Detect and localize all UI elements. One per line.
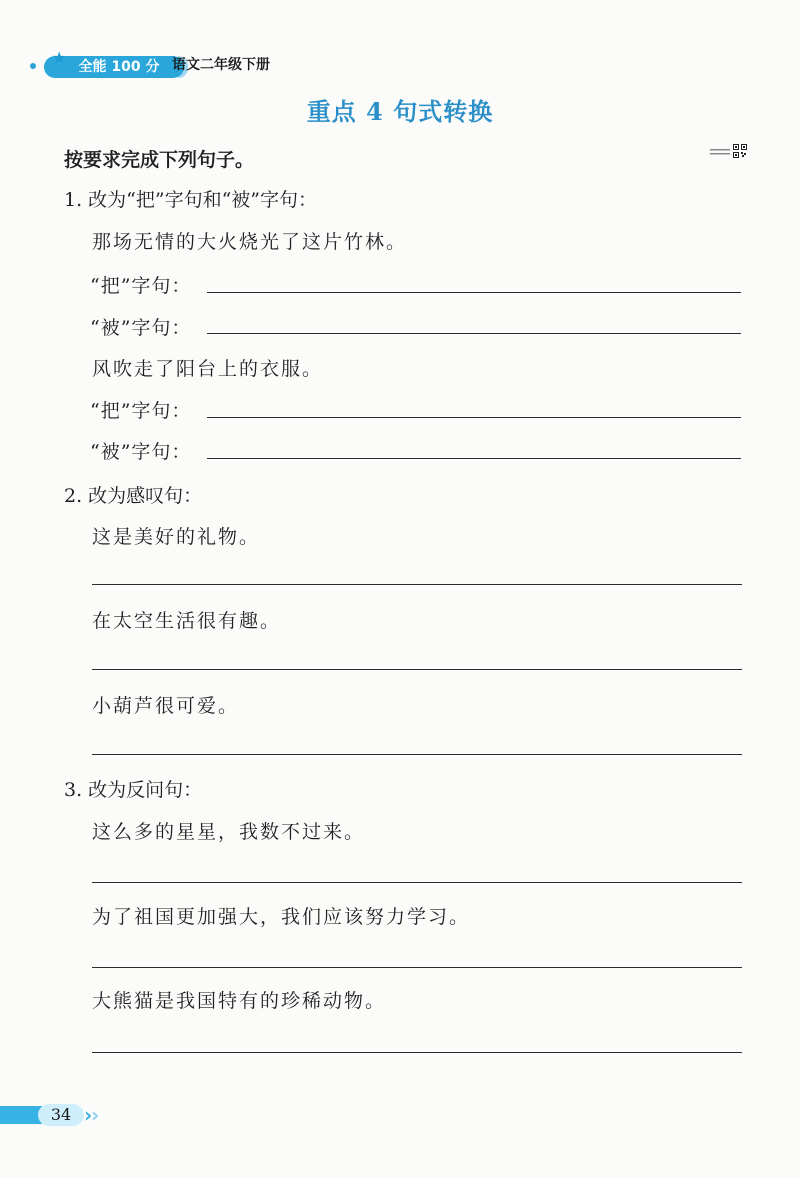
q1-bei-label-1: “被”字句： [90,317,192,339]
series-badge: 全能 100 分 [44,56,184,78]
question-3-prompt: 3. 改为反问句： [64,779,203,801]
q3-answer-line-1[interactable] [92,882,742,883]
instruction: 按要求完成下列句子。 [64,149,255,171]
q3-answer-line-2[interactable] [92,967,742,968]
qr-code-icon [733,144,747,158]
q1-bei-answer-line-2[interactable] [207,458,741,459]
q2-sentence-1: 这是美好的礼物。 [92,526,261,548]
q2-answer-line-1[interactable] [92,584,742,585]
q3-sentence-3: 大熊猫是我国特有的珍稀动物。 [92,990,387,1012]
q1-ba-answer-line-2[interactable] [207,417,741,418]
q3-sentence-1: 这么多的星星，我数不过来。 [92,821,366,843]
q3-answer-line-3[interactable] [92,1052,742,1053]
q1-ba-answer-line-1[interactable] [207,292,741,293]
star-icon: ★ [52,48,67,67]
q1-ba-label-2: “把”字句： [90,400,192,422]
q2-answer-line-3[interactable] [92,754,742,755]
q1-bei-answer-line-1[interactable] [207,333,741,334]
chevron-right-icon: › [84,1103,93,1127]
q1-bei-label-2: “被”字句： [90,441,192,463]
q2-sentence-2: 在太空生活很有趣。 [92,610,282,632]
page-number: 34 [38,1104,84,1126]
q2-answer-line-2[interactable] [92,669,742,670]
section-title: 重点 4 句式转换 [306,97,494,126]
footer-bar [0,1106,42,1124]
qr-caption-mark [710,148,730,156]
q1-sentence-1: 那场无情的大火烧光了这片竹林。 [92,231,408,253]
book-title: 语文二年级下册 [172,57,270,73]
q1-ba-label-1: “把”字句： [90,275,192,297]
chevron-right-icon: › [91,1103,100,1127]
question-2-prompt: 2. 改为感叹句： [64,485,203,507]
q1-sentence-2: 风吹走了阳台上的衣服。 [92,358,324,380]
question-1-prompt: 1. 改为“把”字句和“被”字句： [64,189,318,211]
q3-sentence-2: 为了祖国更加强大，我们应该努力学习。 [92,906,471,928]
q2-sentence-3: 小葫芦很可爱。 [92,695,240,717]
decorative-dot [30,63,36,69]
